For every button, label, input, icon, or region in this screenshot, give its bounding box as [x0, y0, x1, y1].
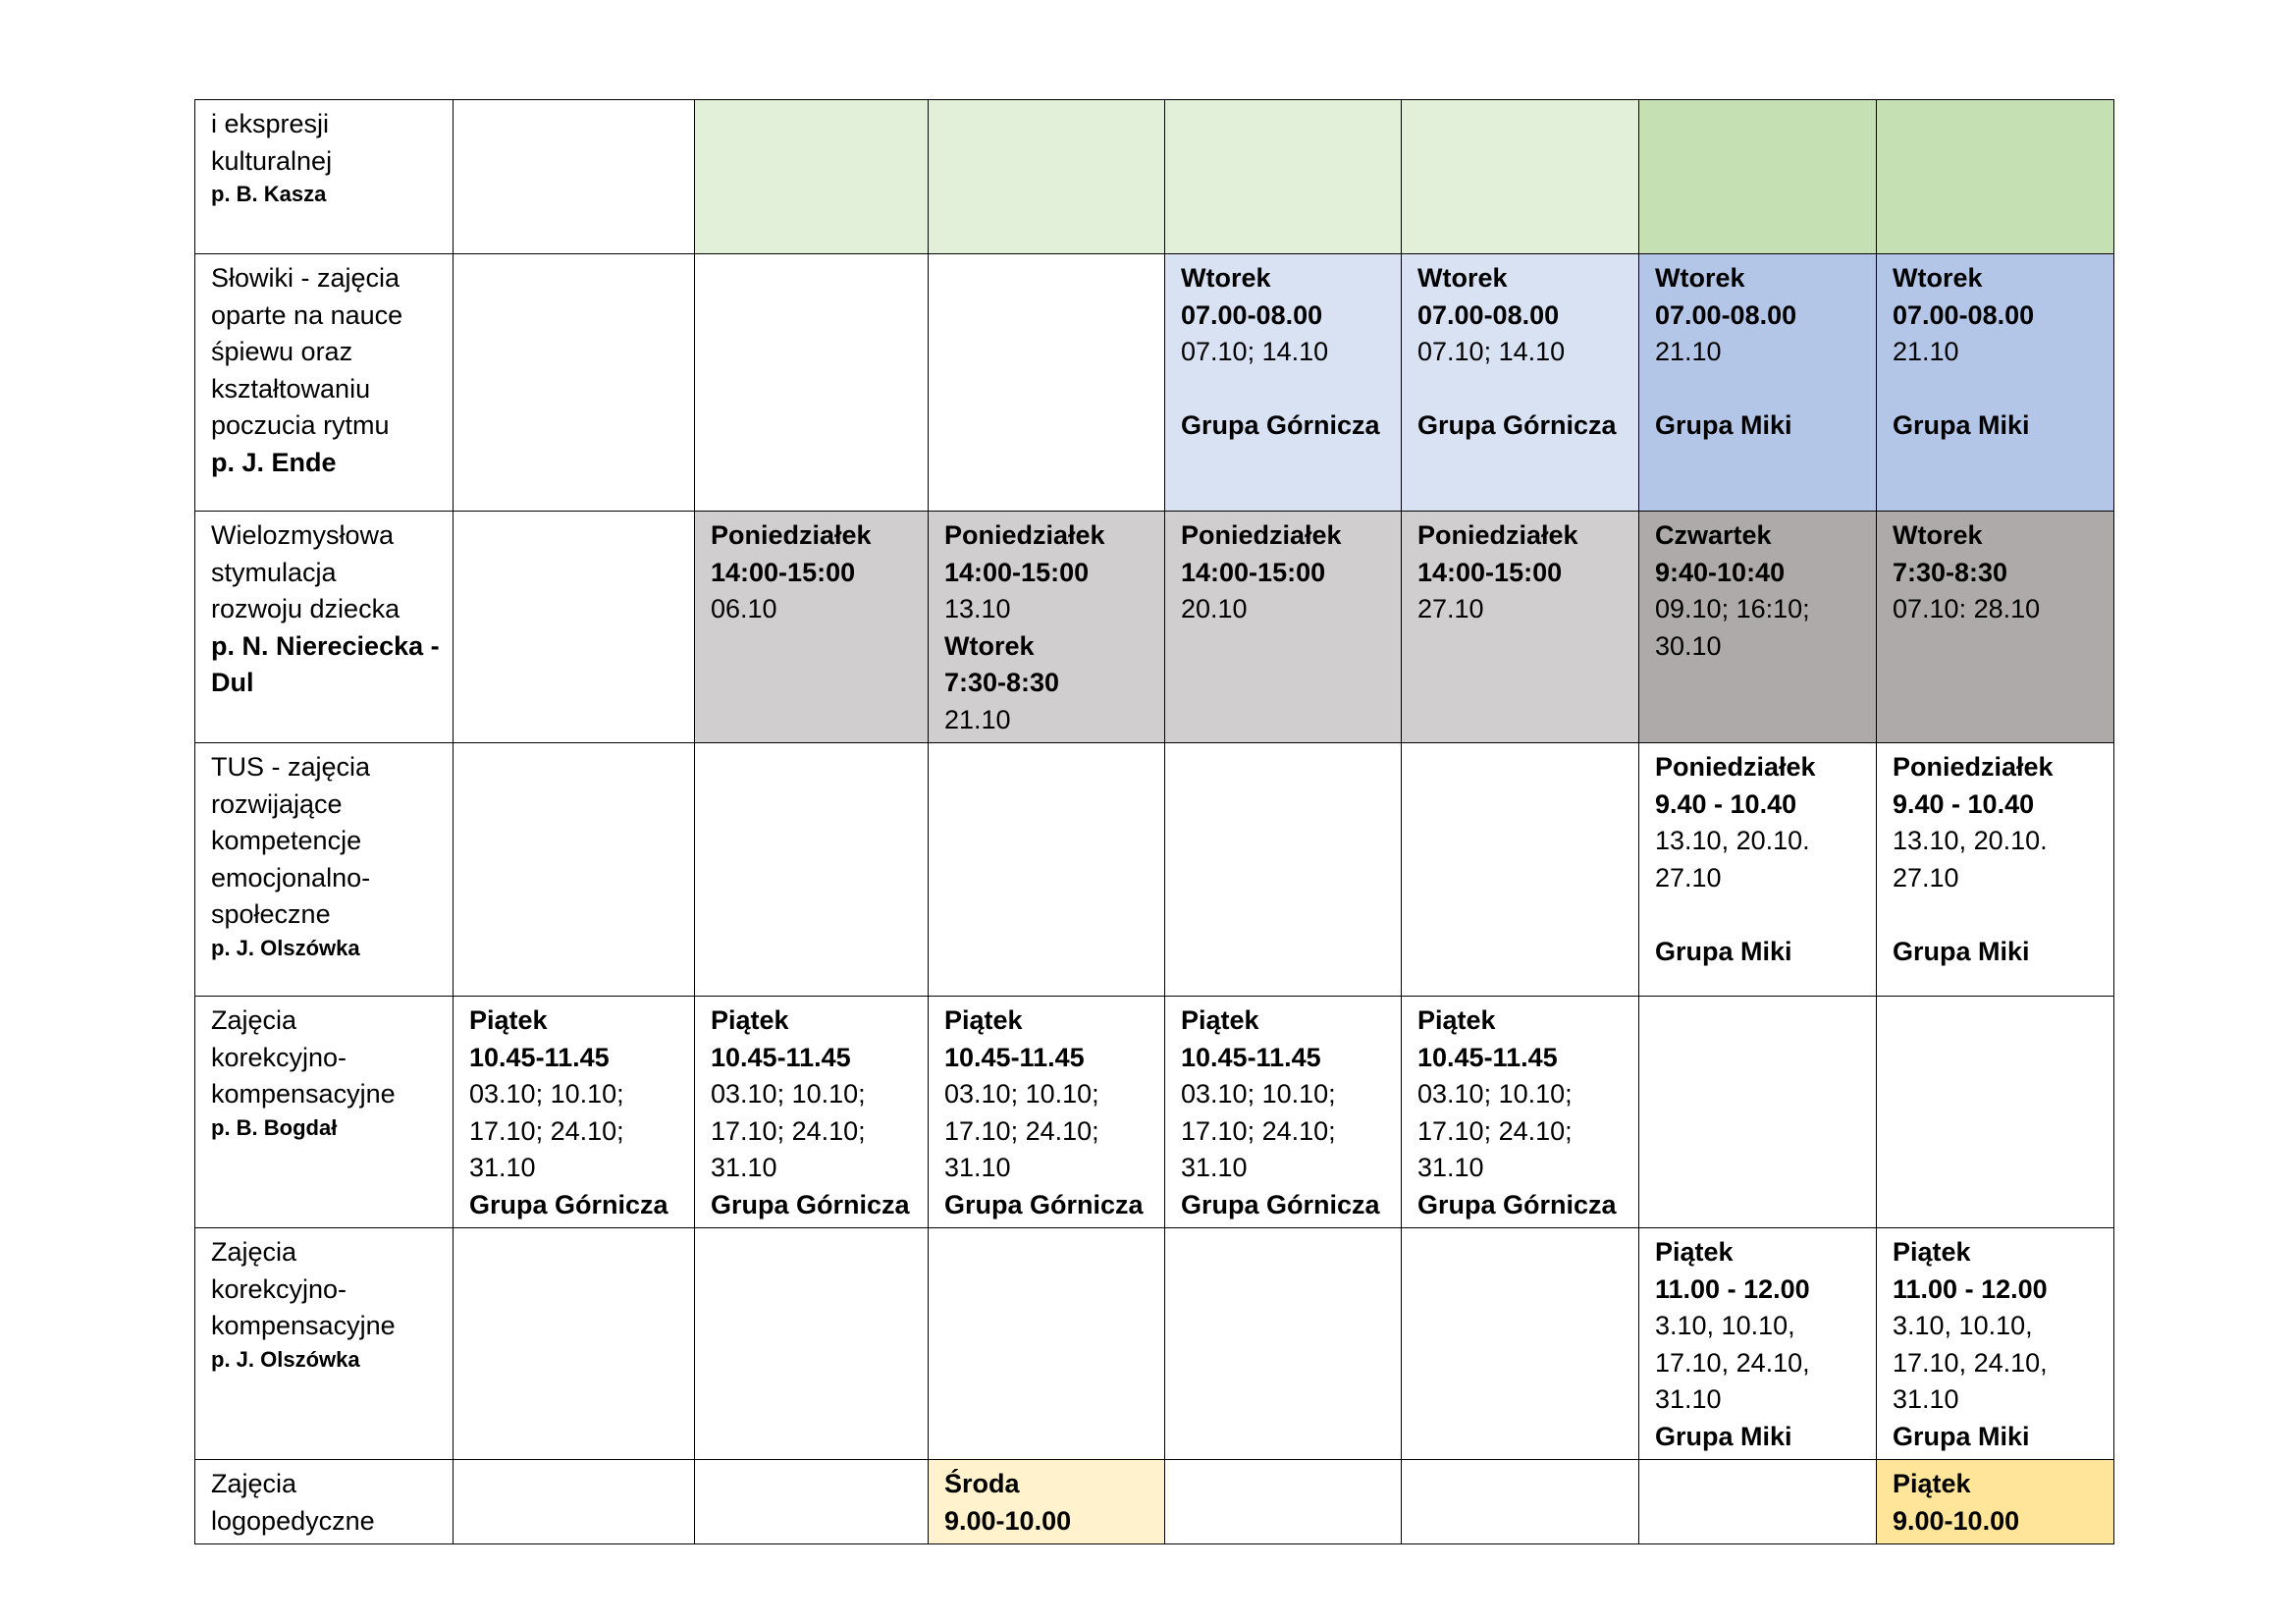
schedule-cell — [1877, 254, 2114, 512]
group-label: Grupa Miki — [1893, 936, 2030, 966]
teacher-name: p. J. Ende — [211, 447, 337, 477]
schedule-cell — [695, 743, 929, 997]
schedule-cell — [454, 100, 695, 254]
time-range: 11.00 - 12.00 — [1655, 1273, 1810, 1304]
activity-name-line: i ekspresji — [211, 109, 330, 138]
dates: 17.10; 24.10; — [944, 1115, 1099, 1146]
schedule-cell — [454, 512, 695, 743]
schedule-cell — [1165, 512, 1402, 743]
schedule-cell — [695, 100, 929, 254]
day-label: Piątek — [1181, 1005, 1259, 1035]
schedule-cell — [1877, 512, 2114, 743]
group-label: Grupa Górnicza — [469, 1189, 668, 1219]
dates: 21.10 — [944, 704, 1011, 734]
activity-cell — [195, 512, 454, 743]
time-range: 14:00-15:00 — [711, 557, 856, 587]
schedule-cell — [929, 1228, 1165, 1460]
schedule-cell — [1639, 1228, 1877, 1460]
schedule-cell — [1402, 997, 1639, 1228]
activity-cell — [195, 743, 454, 997]
group-label: Grupa Miki — [1893, 1421, 2030, 1451]
dates: 27.10 — [1417, 594, 1484, 623]
day-label: Poniedziałek — [1181, 520, 1342, 550]
time-range: 10.45-11.45 — [711, 1042, 851, 1072]
schedule-cell — [1877, 1228, 2114, 1460]
dates: 21.10 — [1655, 337, 1722, 366]
schedule-cell — [1165, 100, 1402, 254]
time-range: 9.40 - 10.40 — [1893, 788, 2035, 819]
table-row — [195, 743, 2114, 997]
dates: 31.10 — [711, 1153, 777, 1182]
schedule-cell — [1165, 997, 1402, 1228]
dates: 3.10, 10.10, — [1655, 1311, 1795, 1340]
dates: 07.10; 14.10 — [1181, 337, 1329, 366]
schedule-cell — [1165, 1228, 1402, 1460]
schedule-cell — [1165, 254, 1402, 512]
day-label: Poniedziałek — [1655, 752, 1816, 782]
activity-name-line: kompetencje — [211, 826, 362, 855]
dates: 13.10, 20.10. — [1893, 826, 2048, 855]
day-label: Piątek — [711, 1005, 789, 1035]
activity-name-line: kształtowaniu — [211, 373, 371, 404]
dates: 13.10, 20.10. — [1655, 826, 1810, 855]
dates: 09.10; 16:10; — [1655, 594, 1810, 623]
time-range: 07.00-08.00 — [1893, 299, 2035, 330]
table-row — [195, 997, 2114, 1228]
time-range: 9.00-10.00 — [944, 1505, 1072, 1536]
activity-cell — [195, 1460, 454, 1544]
time-range: 10.45-11.45 — [1181, 1042, 1321, 1072]
activity-name-line: oparte na nauce — [211, 299, 403, 330]
group-label: Grupa Miki — [1893, 410, 2030, 440]
table-row — [195, 1228, 2114, 1460]
schedule-cell — [1877, 100, 2114, 254]
time-range: 14:00-15:00 — [1181, 557, 1326, 587]
schedule-cell — [1877, 1460, 2114, 1544]
schedule-cell — [1402, 743, 1639, 997]
time-range: 11.00 - 12.00 — [1893, 1273, 2048, 1304]
schedule-cell — [1877, 997, 2114, 1228]
spacer — [1655, 896, 1864, 934]
schedule-cell — [1877, 743, 2114, 997]
day-label: Poniedziałek — [1893, 752, 2054, 782]
dates: 21.10 — [1893, 337, 1959, 366]
dates: 07.10: 28.10 — [1893, 594, 2041, 623]
dates: 03.10; 10.10; — [944, 1079, 1099, 1109]
time-range: 7:30-8:30 — [944, 668, 1060, 697]
activity-cell — [195, 100, 454, 254]
schedule-cell — [454, 1460, 695, 1544]
group-label: Grupa Miki — [1655, 410, 1792, 440]
teacher-name: Dul — [211, 668, 254, 697]
activity-cell — [195, 1228, 454, 1460]
day-label: Piątek — [469, 1005, 548, 1035]
schedule-cell — [695, 512, 929, 743]
day-label: Środa — [944, 1469, 1020, 1498]
group-label: Grupa Górnicza — [1181, 1189, 1380, 1219]
time-range: 10.45-11.45 — [469, 1042, 610, 1072]
schedule-cell — [695, 1228, 929, 1460]
activity-name-line: Zajęcia — [211, 1469, 297, 1498]
dates: 17.10; 24.10; — [1181, 1115, 1336, 1146]
day-label: Wtorek — [1893, 520, 1983, 550]
schedule-cell — [695, 997, 929, 1228]
activity-cell — [195, 254, 454, 512]
activity-name-line: rozwoju dziecka — [211, 594, 400, 623]
time-range: 14:00-15:00 — [944, 557, 1090, 587]
table-row — [195, 1460, 2114, 1544]
spacer — [1181, 371, 1389, 408]
time-range: 14:00-15:00 — [1417, 557, 1563, 587]
day-label: Piątek — [1417, 1005, 1496, 1035]
dates: 03.10; 10.10; — [711, 1079, 866, 1109]
day-label: Piątek — [1893, 1237, 1971, 1267]
schedule-cell — [1639, 254, 1877, 512]
dates: 07.10; 14.10 — [1417, 337, 1566, 366]
dates: 17.10, 24.10, — [1655, 1347, 1810, 1378]
group-label: Grupa Górnicza — [1181, 410, 1380, 440]
time-range: 9.40 - 10.40 — [1655, 788, 1797, 819]
day-label: Wtorek — [1417, 263, 1508, 293]
schedule-cell — [1639, 100, 1877, 254]
activity-name-line: emocjonalno- — [211, 862, 371, 893]
schedule-cell — [1402, 1460, 1639, 1544]
activity-name-line: kompensacyjne — [211, 1079, 396, 1109]
activity-name-line: Zajęcia — [211, 1237, 297, 1267]
teacher-name: p. J. Olszówka — [211, 1346, 360, 1372]
activity-name-line: rozwijające — [211, 788, 343, 819]
group-label: Grupa Miki — [1655, 1421, 1792, 1451]
day-label: Piątek — [1893, 1469, 1971, 1498]
activity-name-line: Wielozmysłowa — [211, 520, 395, 550]
schedule-cell — [929, 743, 1165, 997]
time-range: 7:30-8:30 — [1893, 557, 2008, 587]
schedule-cell — [454, 254, 695, 512]
teacher-name: p. N. Niereciecka - — [211, 630, 440, 661]
activity-name-line: Słowiki - zajęcia — [211, 263, 400, 293]
schedule-cell — [929, 1460, 1165, 1544]
day-label: Poniedziałek — [1417, 520, 1578, 550]
activity-name-line: kulturalnej — [211, 145, 333, 176]
schedule-table — [194, 99, 2114, 1544]
day-label: Wtorek — [1181, 263, 1271, 293]
time-range: 07.00-08.00 — [1181, 299, 1323, 330]
schedule-cell — [929, 254, 1165, 512]
group-label: Grupa Górnicza — [1417, 410, 1617, 440]
dates: 3.10, 10.10, — [1893, 1311, 2033, 1340]
day-label: Poniedziałek — [944, 520, 1105, 550]
day-label: Wtorek — [1893, 263, 1983, 293]
schedule-cell — [1165, 743, 1402, 997]
day-label: Piątek — [1655, 1237, 1734, 1267]
dates: 31.10 — [944, 1153, 1011, 1182]
dates: 31.10 — [1181, 1153, 1248, 1182]
dates: 27.10 — [1655, 862, 1722, 893]
dates: 17.10, 24.10, — [1893, 1347, 2048, 1378]
day-label: Piątek — [944, 1005, 1023, 1035]
day-label: Czwartek — [1655, 520, 1772, 550]
dates: 31.10 — [1893, 1384, 1959, 1414]
time-range: 07.00-08.00 — [1417, 299, 1560, 330]
table-row — [195, 254, 2114, 512]
schedule-cell — [1165, 1460, 1402, 1544]
time-range: 10.45-11.45 — [1417, 1042, 1558, 1072]
spacer — [1417, 371, 1627, 408]
spacer — [1655, 371, 1864, 408]
dates: 13.10 — [944, 594, 1011, 623]
table-row — [195, 512, 2114, 743]
dates: 03.10; 10.10; — [1181, 1079, 1336, 1109]
activity-name-line: korekcyjno- — [211, 1273, 347, 1304]
time-range: 07.00-08.00 — [1655, 299, 1797, 330]
time-range: 10.45-11.45 — [944, 1042, 1085, 1072]
dates: 06.10 — [711, 594, 777, 623]
teacher-name: p. B. Kasza — [211, 182, 327, 206]
time-range: 9.00-10.00 — [1893, 1505, 2020, 1536]
schedule-cell — [695, 1460, 929, 1544]
schedule-cell — [695, 254, 929, 512]
schedule-cell — [1639, 512, 1877, 743]
day-label: Poniedziałek — [711, 520, 872, 550]
schedule-cell — [929, 997, 1165, 1228]
schedule-cell — [1402, 512, 1639, 743]
teacher-name: p. J. Olszówka — [211, 935, 360, 960]
table-row — [195, 100, 2114, 254]
day-label: Wtorek — [944, 630, 1035, 661]
schedule-cell — [1402, 1228, 1639, 1460]
dates: 17.10; 24.10; — [469, 1115, 624, 1146]
dates: 31.10 — [469, 1153, 536, 1182]
schedule-cell — [1639, 743, 1877, 997]
group-label: Grupa Górnicza — [944, 1189, 1144, 1219]
activity-name-line: logopedyczne — [211, 1505, 375, 1536]
schedule-cell — [929, 512, 1165, 743]
spacer — [1893, 896, 2102, 934]
activity-name-line: kompensacyjne — [211, 1311, 396, 1340]
schedule-cell — [1402, 254, 1639, 512]
dates: 17.10; 24.10; — [711, 1115, 866, 1146]
time-range: 9:40-10:40 — [1655, 557, 1786, 587]
dates: 31.10 — [1655, 1384, 1722, 1414]
activity-name-line: śpiewu oraz — [211, 337, 353, 366]
dates: 03.10; 10.10; — [1417, 1079, 1573, 1109]
dates: 31.10 — [1417, 1153, 1484, 1182]
schedule-cell — [929, 100, 1165, 254]
activity-name-line: korekcyjno- — [211, 1042, 347, 1072]
schedule-cell — [1402, 100, 1639, 254]
dates: 17.10; 24.10; — [1417, 1115, 1573, 1146]
dates: 20.10 — [1181, 594, 1248, 623]
group-label: Grupa Górnicza — [1417, 1189, 1617, 1219]
group-label: Grupa Górnicza — [711, 1189, 910, 1219]
activity-name-line: społeczne — [211, 899, 331, 929]
day-label: Wtorek — [1655, 263, 1745, 293]
dates: 27.10 — [1893, 862, 1959, 893]
activity-name-line: poczucia rytmu — [211, 410, 390, 440]
spacer — [1893, 371, 2102, 408]
schedule-cell — [454, 1228, 695, 1460]
schedule-cell — [1639, 997, 1877, 1228]
activity-name-line: Zajęcia — [211, 1005, 297, 1035]
dates: 03.10; 10.10; — [469, 1079, 624, 1109]
schedule-cell — [454, 997, 695, 1228]
teacher-name: p. B. Bogdał — [211, 1114, 338, 1140]
activity-name-line: stymulacja — [211, 557, 337, 587]
dates: 30.10 — [1655, 630, 1722, 661]
schedule-cell — [1639, 1460, 1877, 1544]
activity-name-line: TUS - zajęcia — [211, 752, 371, 782]
activity-cell — [195, 997, 454, 1228]
schedule-cell — [454, 743, 695, 997]
group-label: Grupa Miki — [1655, 936, 1792, 966]
